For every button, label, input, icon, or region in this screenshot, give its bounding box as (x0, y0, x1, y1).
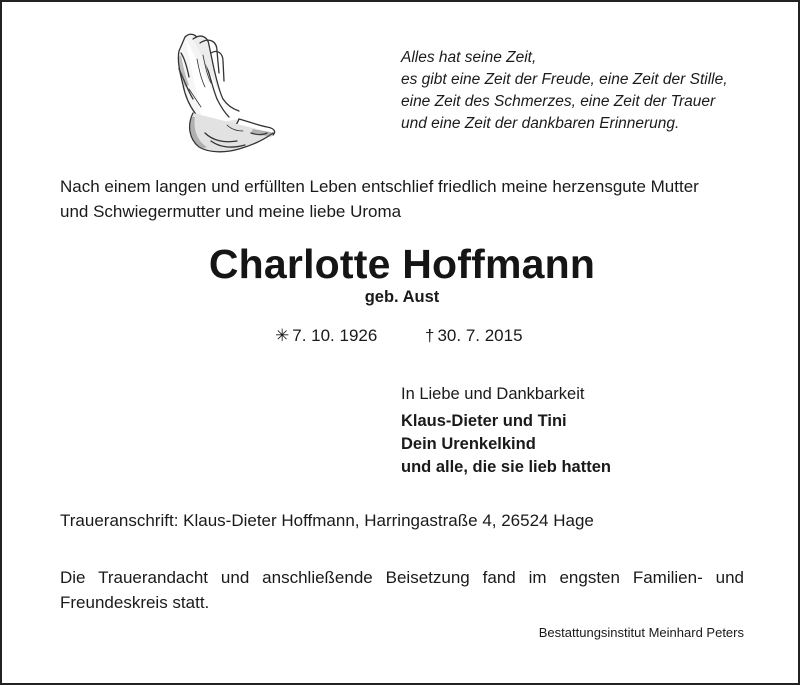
funeral-home-name: Bestattungsinstitut Meinhard Peters (538, 625, 744, 640)
poem-line: es gibt eine Zeit der Freude, eine Zeit der Stille, (401, 71, 728, 88)
mourning-address: Traueranschrift: Klaus-Dieter Hoffmann, Harringastraße 4, 26524 Hage (60, 511, 594, 530)
poem-line: eine Zeit des Schmerzes, eine Zeit der Trauer (401, 93, 716, 110)
service-line: Freundeskreis statt. (60, 593, 210, 612)
death-date: 30. 7. 2015 (437, 326, 523, 345)
maiden-name: geb. Aust (364, 288, 440, 306)
mourner-name: Dein Urenkelkind (401, 435, 536, 453)
death-cross-icon: † (425, 326, 435, 345)
mourners-block (401, 383, 761, 479)
mourners-intro: In Liebe und Dankbarkeit (401, 385, 585, 403)
deceased-name: Charlotte Hoffmann (208, 241, 596, 287)
poem-quote (401, 47, 781, 135)
service-note (60, 565, 744, 615)
intro-line: Nach einem langen und erfüllten Leben entschlief friedlich meine herzensgute Mutter (60, 177, 699, 196)
poem-line: Alles hat seine Zeit, (401, 49, 537, 66)
mourner-name: und alle, die sie lieb hatten (401, 458, 611, 476)
mourner-name: Klaus-Dieter und Tini (401, 412, 567, 430)
intro-text (60, 174, 760, 224)
birth-date: 7. 10. 1926 (292, 326, 378, 345)
death-date-group (425, 324, 523, 348)
intro-line: und Schwiegermutter und meine liebe Uroma (60, 202, 402, 221)
birth-star-icon: ✳ (275, 326, 290, 345)
poem-line: und eine Zeit der dankbaren Erinnerung. (401, 115, 680, 132)
birth-date-group (275, 324, 377, 348)
service-line: Die Trauerandacht und anschließende Beisetzung fand im engsten Familien- und (60, 568, 744, 587)
praying-hands-icon (167, 29, 287, 157)
